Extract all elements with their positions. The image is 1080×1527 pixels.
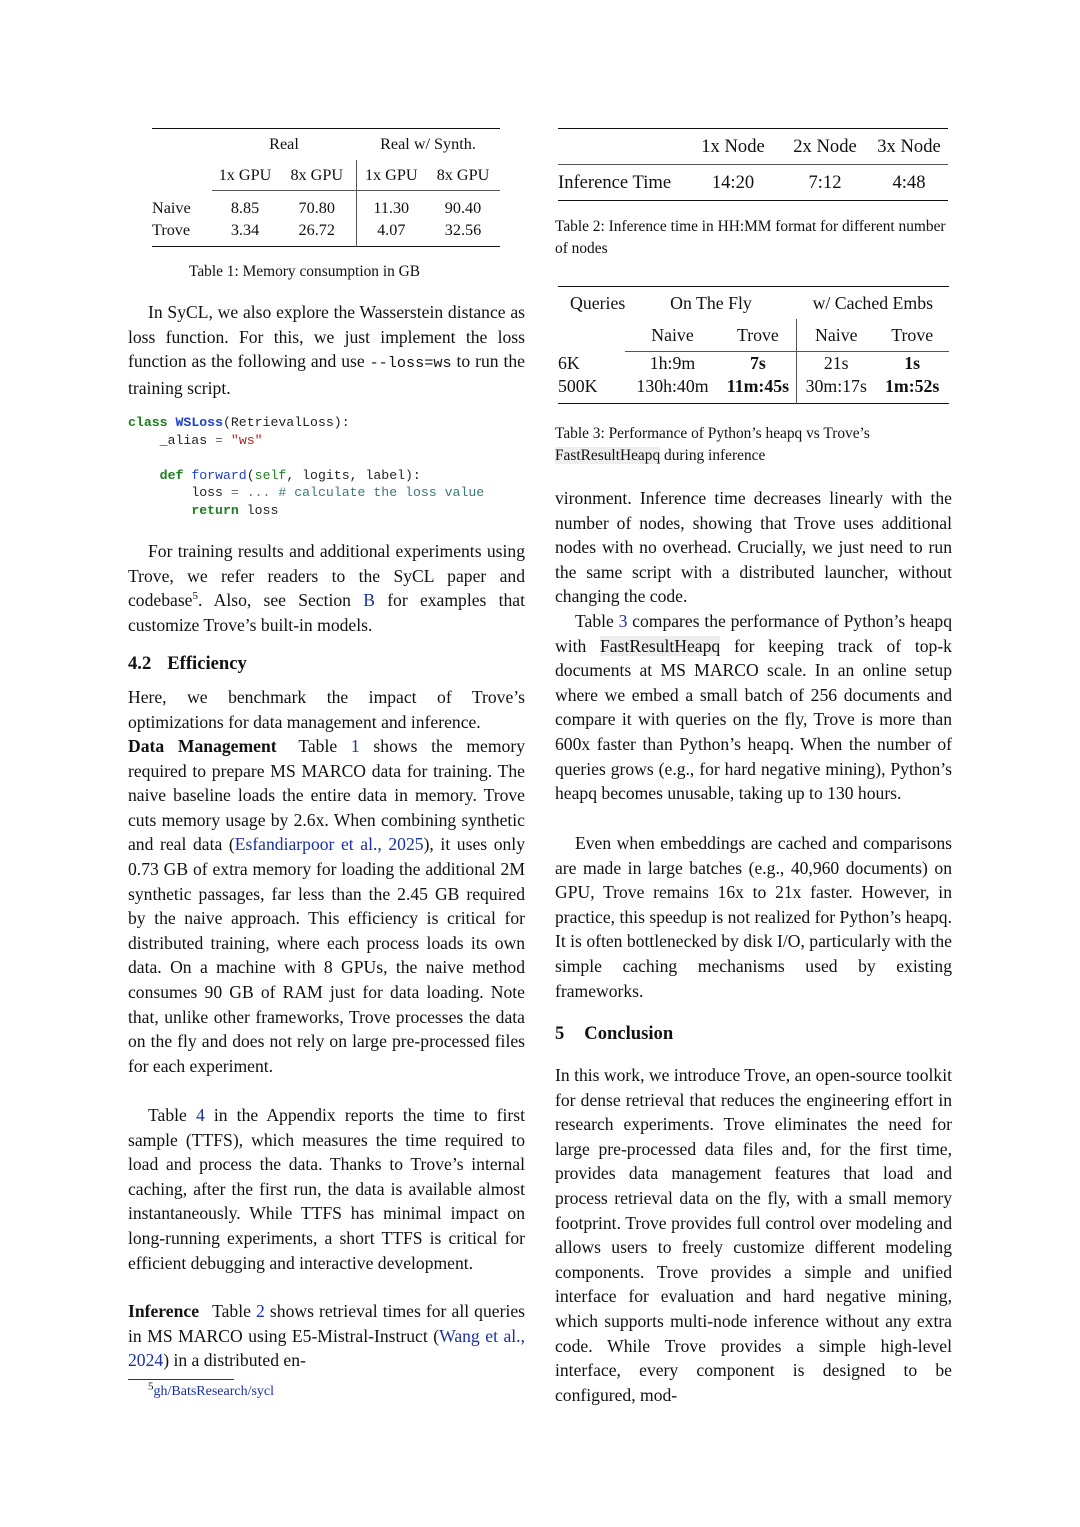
table1-subheader: 8x GPU	[426, 160, 500, 191]
inline-code: FastResultHeapq	[555, 447, 661, 464]
table3-subheader: Naive	[797, 319, 876, 352]
table-cell: 70.80	[298, 198, 335, 217]
table-link[interactable]: 1	[350, 736, 360, 756]
table1-group-real: Real	[269, 135, 299, 153]
table-cell: 32.56	[444, 220, 482, 239]
table3-col-queries: Queries	[570, 292, 626, 313]
runin-heading: Data Management	[128, 736, 277, 756]
paragraph: Here, we benchmark the impact of Trove’s optimizations for data management and inference.	[128, 687, 525, 732]
table2-header: 2x Node	[793, 135, 857, 157]
code-block: class WSLoss(RetrievalLoss): _alias = "ws" def forward(self, logits, label): loss = ... # calculate the loss value return loss	[128, 415, 485, 518]
row-label: Inference Time	[558, 165, 686, 201]
table-link[interactable]: 2	[256, 1301, 265, 1321]
citation-link[interactable]: Esfandiarpoor et al., 2025	[234, 834, 424, 855]
runin-heading: Inference	[128, 1301, 200, 1321]
footnote-marker[interactable]: 5	[192, 590, 198, 603]
table2-header: 1x Node	[701, 135, 765, 157]
table1-subheader: 1x GPU	[212, 160, 278, 191]
table-row	[558, 165, 948, 201]
table-cell: 30m:17s	[797, 375, 876, 398]
paragraph-data-management: Data Management Table 1 shows the memory required to prepare MS MARCO data for training. The naive baseline loads the entire data in memory. Trove cuts memory usage by 2.6x. When combining synthetic and real data (Esfandiarpoor et al., 2025), it uses only 0.73 GB of extra memory for loading the additional 2M synthetic passages, far less than the 2.45 GB required by the naive approach. This efficiency is critical for distributed training, where each process loads its own data. On a machine with 8 GPUs, the naive method consumes 90 GB of RAM just for data loading. Note that, unlike other frameworks, Trove processes the data on the fly and does not rely on large pre-processed files for each experiment.	[128, 736, 525, 1076]
row-label: Naive	[152, 198, 191, 217]
footnote-rule	[128, 1379, 234, 1380]
paragraph: Table 3 compares the performance of Python’s heapq with FastResultHeapq for keeping track of top-k documents at MS MARCO scale. In an online setup where we embed a small batch of 256 documents and compare it with queries on the fly, Trove is more than 600x faster than Python’s heapq. When the number of queries grows (e.g., for hard negative mining), Python’s heapq becomes unusable, taking up to 130 hours.	[555, 611, 952, 804]
paragraph: In this work, we introduce Trove, an open-source toolkit for dense retrieval that reduces the engineering effort in research experiments. Trove eliminates the need for large pre-processed data files and, for the first time, provides data management features that load and process retrieval data on the fly, with a small memory footprint. Trove provides full control over modeling and allows users to freely customize different modeling components. Trove provides a simple and unified interface for evaluation and hard negative mining, which supports multi-node inference without any extra code. While Trove provides a simple high-level interface, every component is designed to be configured, mod-	[555, 1065, 952, 1405]
row-label: 500K	[558, 376, 598, 396]
table-cell: 1h:9m	[649, 353, 696, 373]
footnote-link[interactable]: gh/BatsResearch/sycl	[153, 1384, 275, 1399]
table-cell: 4:48	[870, 165, 948, 201]
table-link[interactable]: 4	[195, 1105, 205, 1125]
table-2-inference-time	[558, 128, 948, 201]
table1-caption: Table 1: Memory consumption in GB	[189, 263, 421, 280]
table-cell: 21s	[797, 352, 876, 376]
table3-subheader: Trove	[720, 319, 797, 352]
table-row	[558, 352, 949, 376]
table-cell: 11m:45s	[726, 376, 790, 396]
table2-caption: Table 2: Inference time in HH:MM format for different number of nodes	[555, 218, 946, 257]
table3-group-cached: w/ Cached Embs	[812, 292, 934, 313]
table-cell: 1s	[904, 353, 921, 373]
paragraph-inference: Inference Table 2 shows retrieval times for all queries in MS MARCO using E5-Mistral-Instruct (Wang et al., 2024) in a distributed en-	[128, 1301, 525, 1371]
table-1-memory	[152, 128, 500, 247]
table-cell: 26.72	[298, 220, 335, 239]
table-cell: 8.85	[230, 198, 260, 217]
paragraph: vironment. Inference time decreases linearly with the number of nodes, showing that Trove uses additional nodes with no overhead. Crucially, we just need to run the same script with a distributed launcher, without changing the code.	[555, 488, 952, 607]
paragraph: In SyCL, we also explore the Wasserstein distance as loss function. For this, we just implement the loss function as the following and use --loss=ws to run the training script.	[128, 302, 525, 398]
table-cell: 11.30	[356, 197, 426, 219]
table1-group-synth: Real w/ Synth.	[380, 135, 476, 153]
citation-link[interactable]: Wang et al., 2024	[128, 1325, 525, 1371]
paragraph: Table 4 in the Appendix reports the time to first sample (TTFS), which measures the time required to load and process the data. Thanks to Trove’s internal caching, after the first run, the data is available almost instantaneously. While TTFS has minimal impact on long-running experiments, a short TTFS is critical for efficient debugging and interactive development.	[128, 1105, 525, 1273]
table-row	[152, 219, 500, 241]
row-label: Trove	[152, 220, 191, 239]
table-row	[152, 197, 500, 219]
paragraph: Even when embeddings are cached and comparisons are made in large batches (e.g., 40,960 documents) on GPU, Trove remains 16x to 21x faster. However, in practice, this speedup is not realized for Python’s heapq. It is often bottlenecked by disk I/O, particularly with the simple caching mechanisms used by existing frameworks.	[555, 833, 952, 1001]
inline-code: --loss=ws	[369, 354, 452, 373]
table-cell: 14:20	[686, 165, 780, 201]
table-cell: 7:12	[780, 165, 870, 201]
table-link[interactable]: 3	[618, 611, 628, 631]
footnote: $^5$gh/BatsResearch/sycl	[148, 1380, 275, 1399]
table-row	[558, 375, 949, 398]
section-heading-5: 5 Conclusion	[555, 1023, 674, 1044]
table-3-heapq-performance	[558, 286, 949, 404]
table-cell: 7s	[749, 353, 766, 373]
table3-subheader: Naive	[625, 319, 719, 352]
table2-header: 3x Node	[877, 135, 941, 157]
table3-group-fly: On The Fly	[670, 292, 752, 313]
table1-subheader: 8x GPU	[278, 160, 356, 191]
section-link[interactable]: B	[363, 590, 375, 611]
table-cell: 4.07	[356, 219, 426, 241]
table3-subheader: Trove	[875, 319, 949, 352]
paragraph: For training results and additional experiments using Trove, we refer readers to the SyCL paper and codebase$^5$. Also, see Section B for examples that customize Trove’s built-in models.	[128, 541, 525, 635]
table-cell: 90.40	[444, 198, 482, 217]
table1-subheader: 1x GPU	[356, 160, 426, 191]
section-heading-4-2: 4.2 Efficiency	[128, 653, 247, 674]
inline-code: FastResultHeapq	[600, 635, 721, 656]
table-cell: 3.34	[230, 220, 260, 239]
table-cell: 130h:40m	[636, 376, 709, 396]
table-cell: 1m:52s	[885, 376, 940, 396]
row-label: 6K	[558, 352, 580, 373]
table3-caption: Table 3: Performance of Python’s heapq vs Trove’s FastResultHeapq during inference	[555, 425, 870, 464]
